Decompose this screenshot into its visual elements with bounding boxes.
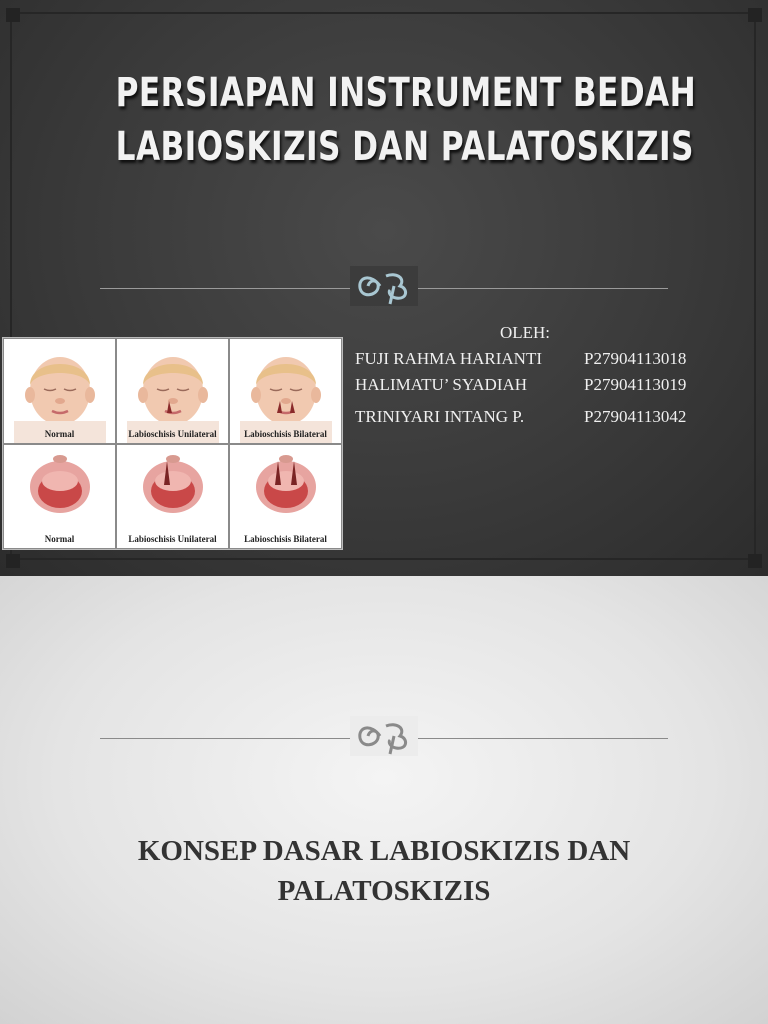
frame-corner xyxy=(748,8,762,22)
author-nim: P27904113019 xyxy=(584,375,687,394)
image-caption: Labioschisis Bilateral xyxy=(244,428,327,439)
author-nim: P27904113018 xyxy=(584,349,687,368)
author-name: HALIMATU’ SYADIAH xyxy=(355,375,528,394)
author-row xyxy=(355,404,705,430)
title-line-1: PERSIAPAN INSTRUMENT BEDAH xyxy=(115,70,697,116)
flourish-icon xyxy=(350,716,418,756)
author-row xyxy=(355,346,705,372)
author-row xyxy=(355,372,705,398)
palate-bilateral-image xyxy=(229,444,342,550)
image-caption: Labioschisis Unilateral xyxy=(128,428,217,439)
author-name: FUJI RAHMA HARIANTI xyxy=(355,349,543,368)
slide-2-title xyxy=(40,831,728,911)
image-caption: Labioschisis Bilateral xyxy=(244,534,327,544)
frame-corner xyxy=(6,554,20,568)
authors-block xyxy=(355,320,705,430)
author-nim: P27904113042 xyxy=(584,407,687,426)
ornament-divider xyxy=(100,738,668,739)
slide-2 xyxy=(0,576,768,1024)
image-caption: Normal xyxy=(44,428,75,439)
flourish-icon xyxy=(350,266,418,306)
palate-unilateral-image xyxy=(116,444,229,550)
title-line-2: PALATOSKIZIS xyxy=(277,875,491,907)
slide-1-title xyxy=(115,66,697,174)
frame-corner xyxy=(748,554,762,568)
author-name: TRINIYARI INTANG P. xyxy=(355,407,525,426)
image-caption: Labioschisis Unilateral xyxy=(128,534,217,544)
cleft-illustration-grid xyxy=(2,337,343,550)
oleh-label: OLEH: xyxy=(499,323,551,342)
title-line-2: LABIOSKIZIS DAN PALATOSKIZIS xyxy=(115,124,694,170)
face-normal-image xyxy=(3,338,116,444)
frame-corner xyxy=(6,8,20,22)
title-line-1: KONSEP DASAR LABIOSKIZIS DAN xyxy=(137,835,631,867)
face-unilateral-image xyxy=(116,338,229,444)
face-bilateral-image xyxy=(229,338,342,444)
image-caption: Normal xyxy=(44,534,75,544)
palate-normal-image xyxy=(3,444,116,550)
ornament-divider xyxy=(100,288,668,289)
